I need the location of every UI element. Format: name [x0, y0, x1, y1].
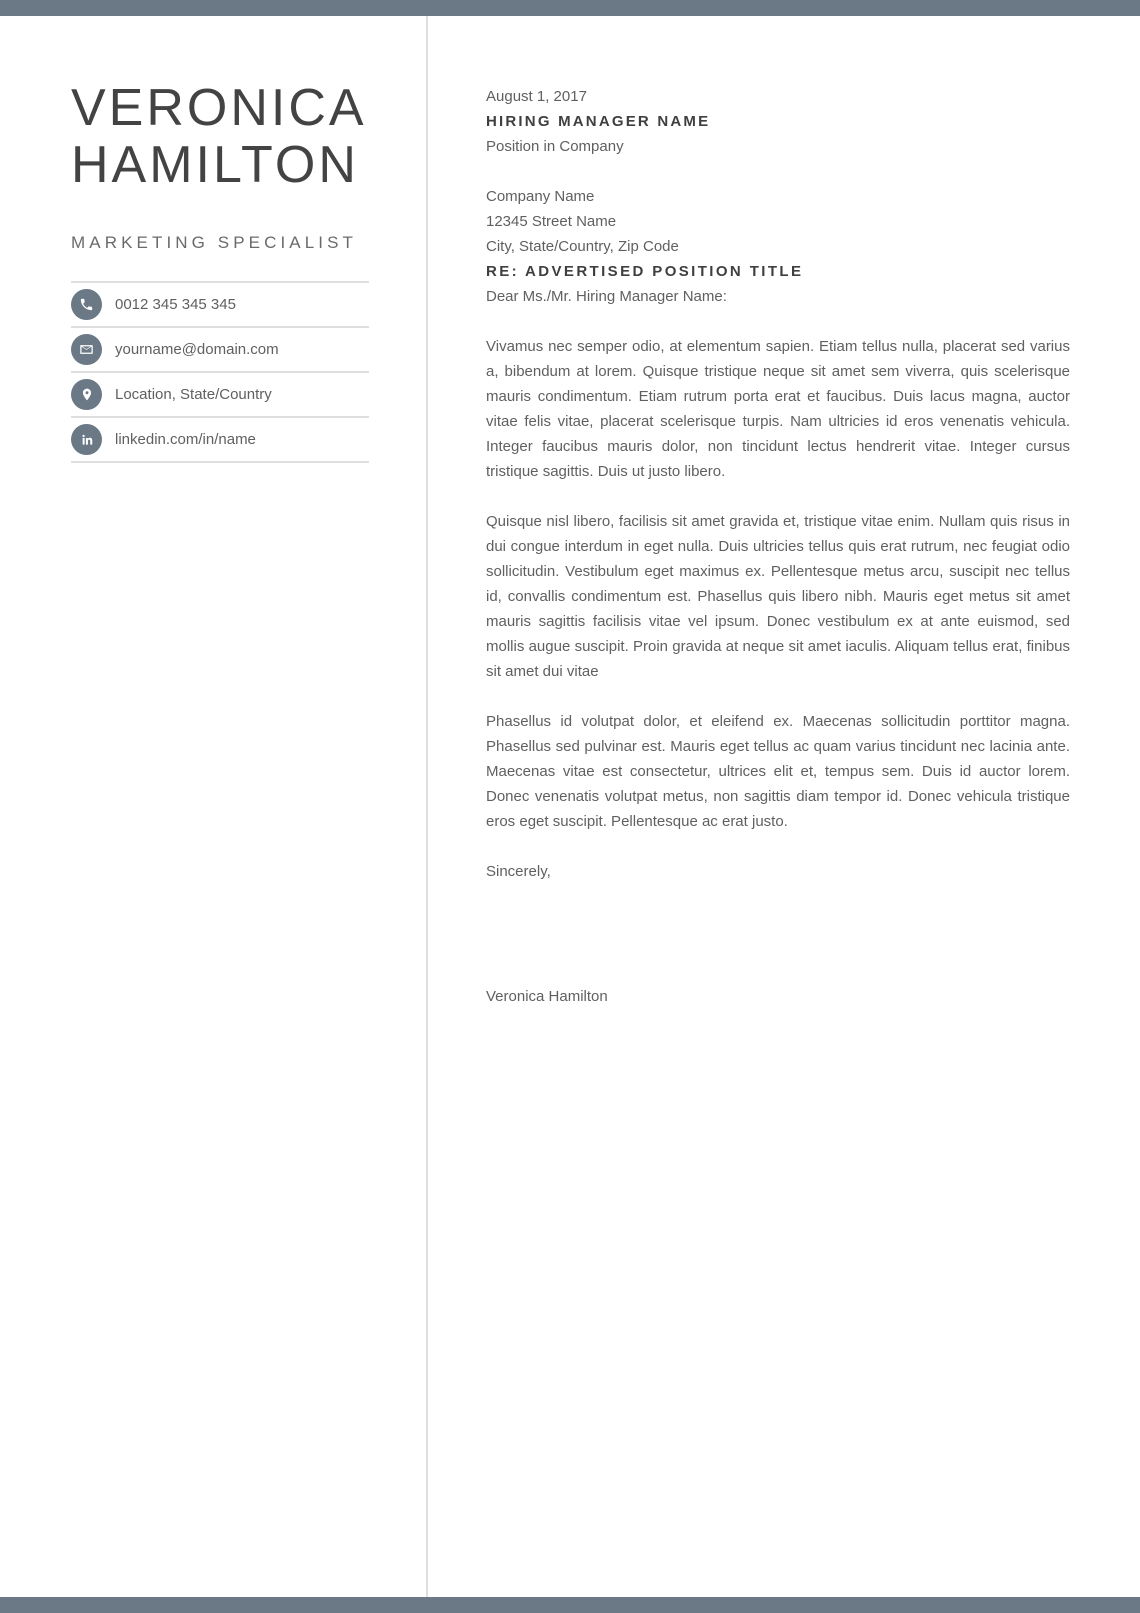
last-name: HAMILTON	[71, 136, 359, 194]
contact-email: yourname@domain.com	[115, 341, 279, 358]
letter-date: August 1, 2017	[486, 88, 587, 105]
first-name: VERONICA	[71, 79, 367, 137]
contact-list	[71, 281, 369, 463]
contact-linkedin: linkedin.com/in/name	[115, 431, 256, 448]
re-line: RE: ADVERTISED POSITION TITLE	[486, 263, 804, 280]
letter-body	[486, 84, 1070, 1009]
signature-name: Veronica Hamilton	[486, 988, 608, 1005]
contact-item-email	[71, 328, 369, 373]
sidebar	[71, 80, 369, 463]
contact-item-location	[71, 373, 369, 418]
paragraph-2: Quisque nisl libero, facilisis sit amet gravida et, tristique vitae enim. Nullam quis risus in dui congue interdum in eget nulla. Duis ultricies tellus quis erat rutrum, nec feugiat odio sollicitudin. Vestibulum eget maximus ex. Pellentesque metus arcu, suscipit nec tellus id, convallis condimentum est. Phasellus quis libero nibh. Mauris eget metus sit amet mauris sagittis facilisis vitae vel ipsum. Donec vestibulum ex at ante euismod, sed mollis augue suscipit. Proin gravida at neque sit amet iaculis. Aliquam tellus erat, finibus sit amet dui vitae	[486, 513, 1070, 680]
bottom-accent-bar	[0, 1597, 1140, 1613]
company-name: Company Name	[486, 188, 595, 205]
company-street: 12345 Street Name	[486, 213, 617, 230]
closing: Sincerely,	[486, 863, 551, 880]
paragraph-3: Phasellus id volutpat dolor, et eleifend ex. Maecenas sollicitudin porttitor magna. Phasellus sed pulvinar est. Mauris eget tellus ac quam varius tincidunt nec lacinia ante. Maecenas vitae est consectetur, ultrices elit et, tempus sem. Duis id auctor lorem. Donec venenatis volutpat metus, non sagittis diam tempor id. Donec vehicula tristique eros eget suscipit. Pellentesque ac erat justo.	[486, 713, 1070, 830]
email-icon	[71, 334, 102, 365]
company-city: City, State/Country, Zip Code	[486, 238, 679, 255]
job-title: MARKETING SPECIALIST	[71, 233, 358, 252]
contact-item-linkedin	[71, 418, 369, 463]
linkedin-icon	[71, 424, 102, 455]
location-pin-icon	[71, 379, 102, 410]
contact-item-phone	[71, 283, 369, 328]
contact-location: Location, State/Country	[115, 386, 272, 403]
top-accent-bar	[0, 0, 1140, 16]
recipient-position: Position in Company	[486, 138, 624, 155]
contact-phone: 0012 345 345 345	[115, 296, 236, 313]
paragraph-1: Vivamus nec semper odio, at elementum sapien. Etiam tellus nulla, placerat sed varius a, bibendum at lorem. Quisque tristique neque sit amet sem viverra, quis scelerisque mauris condimentum. Etiam rutrum porta erat et faucibus. Duis lacus magna, auctor vitae felis vitae, placerat scelerisque turpis. Nam ultricies id eros venenatis vehicula. Integer faucibus mauris dolor, non tincidunt lectus hendrerit vitae. Integer cursus tristique sagittis. Duis ut justo libero.	[486, 338, 1070, 480]
salutation: Dear Ms./Mr. Hiring Manager Name:	[486, 288, 727, 305]
column-divider	[426, 16, 428, 1597]
phone-icon	[71, 289, 102, 320]
recipient-name: HIRING MANAGER NAME	[486, 113, 711, 130]
